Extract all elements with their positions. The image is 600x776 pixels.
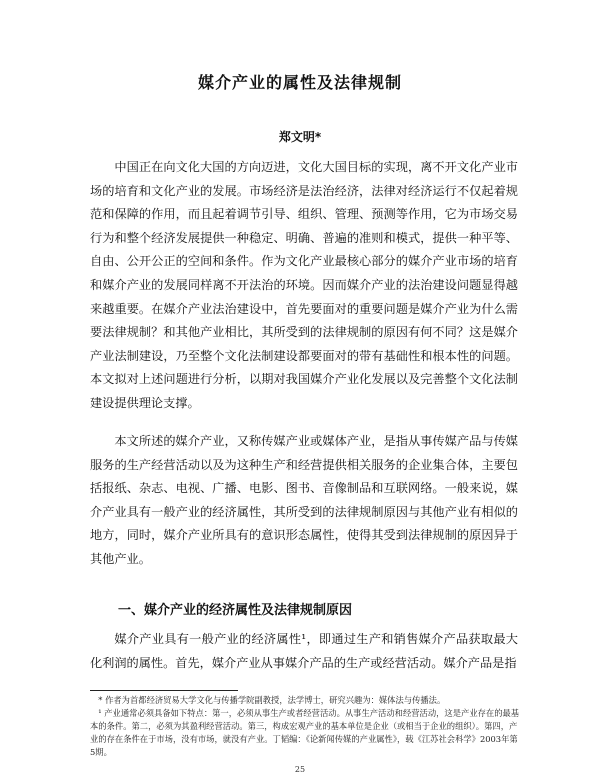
footnote-1: ¹ 产业通常必须具备如下特点：第一，必须从事生产或者经营活动。从事生产活动和经营活动，这是产业存在的最基本的条件。第二，必须为其盈利经营活动。第三，构成宏观产业的基本单位是企业（或相当于企业的组织）。第四，产业的存在条件在于市场，没有市场，就没有产业。丁韬编：《论新闻传媒的产业属性》，载《江苏社会科学》2003年第5期。 [90,708,520,757]
paragraph-text: 媒介产业具有一般产业的经济属性¹，即通过生产和销售媒介产品获取最大化利润的属性。首先，媒介产业从事媒介产品的生产或经营活动。媒介产品是指 [90,632,518,670]
body-paragraph-3 [90,628,518,675]
body-paragraph-1 [90,156,518,416]
footnote-divider [90,690,238,691]
paragraph-text: 中国正在向文化大国的方向迈进，文化大国目标的实现，离不开文化产业市场的培育和文化产业的发展。市场经济是法治经济，法律对经济运行不仅起着规范和保障的作用，而且起着调节引导、组织、管理、预测等作用，它为市场交易行为和整个经济发展提供一种稳定、明确、普遍的准则和模式，提供一种平等、自由、公开公正的空间和条件。作为文化产业最核心部分的媒介产业市场的培育和媒介产业的发展同样离不开法治的环境。因而媒介产业的法治建设问题显得越来越重要。在媒介产业法治建设中，首先要面对的重要问题是媒介产业为什么需要法律规制？和其他产业相比，其所受到的法律规制的原因有何不同？这是媒介产业法制建设，乃至整个文化法制建设都要面对的带有基础性和根本性的问题。本文拟对上述问题进行分析，以期对我国媒介产业化发展以及完善整个文化法制建设提供理论支撑。 [90,160,518,410]
article-title: 媒介产业的属性及法律规制 [197,73,402,92]
paragraph-text: 本文所述的媒介产业，又称传媒产业或媒体产业，是指从事传媒产品与传媒服务的生产经营活动以及为这种生产和经营提供相关服务的企业集合体，主要包括报纸、杂志、电视、广播、电影、图书、音像制品和互联网络。一般来说，媒介产业具有一般产业的经济属性，其所受到的法律规制原因与其他产业有相似的地方，同时，媒介产业所具有的意识形态属性，使得其受到法律规制的原因异于其他产业。 [90,434,518,566]
footnotes [90,694,520,759]
section-heading: 一、媒介产业的经济属性及法律规制原因 [118,603,353,618]
body-paragraph-2 [90,430,518,572]
author-name: 郑文明* [278,130,322,144]
footnote-author: * 作者为首都经济贸易大学文化与传播学院副教授，法学博士，研究兴趣为：媒体法与传播法。 [98,695,446,705]
page-number: 25 [294,765,306,774]
